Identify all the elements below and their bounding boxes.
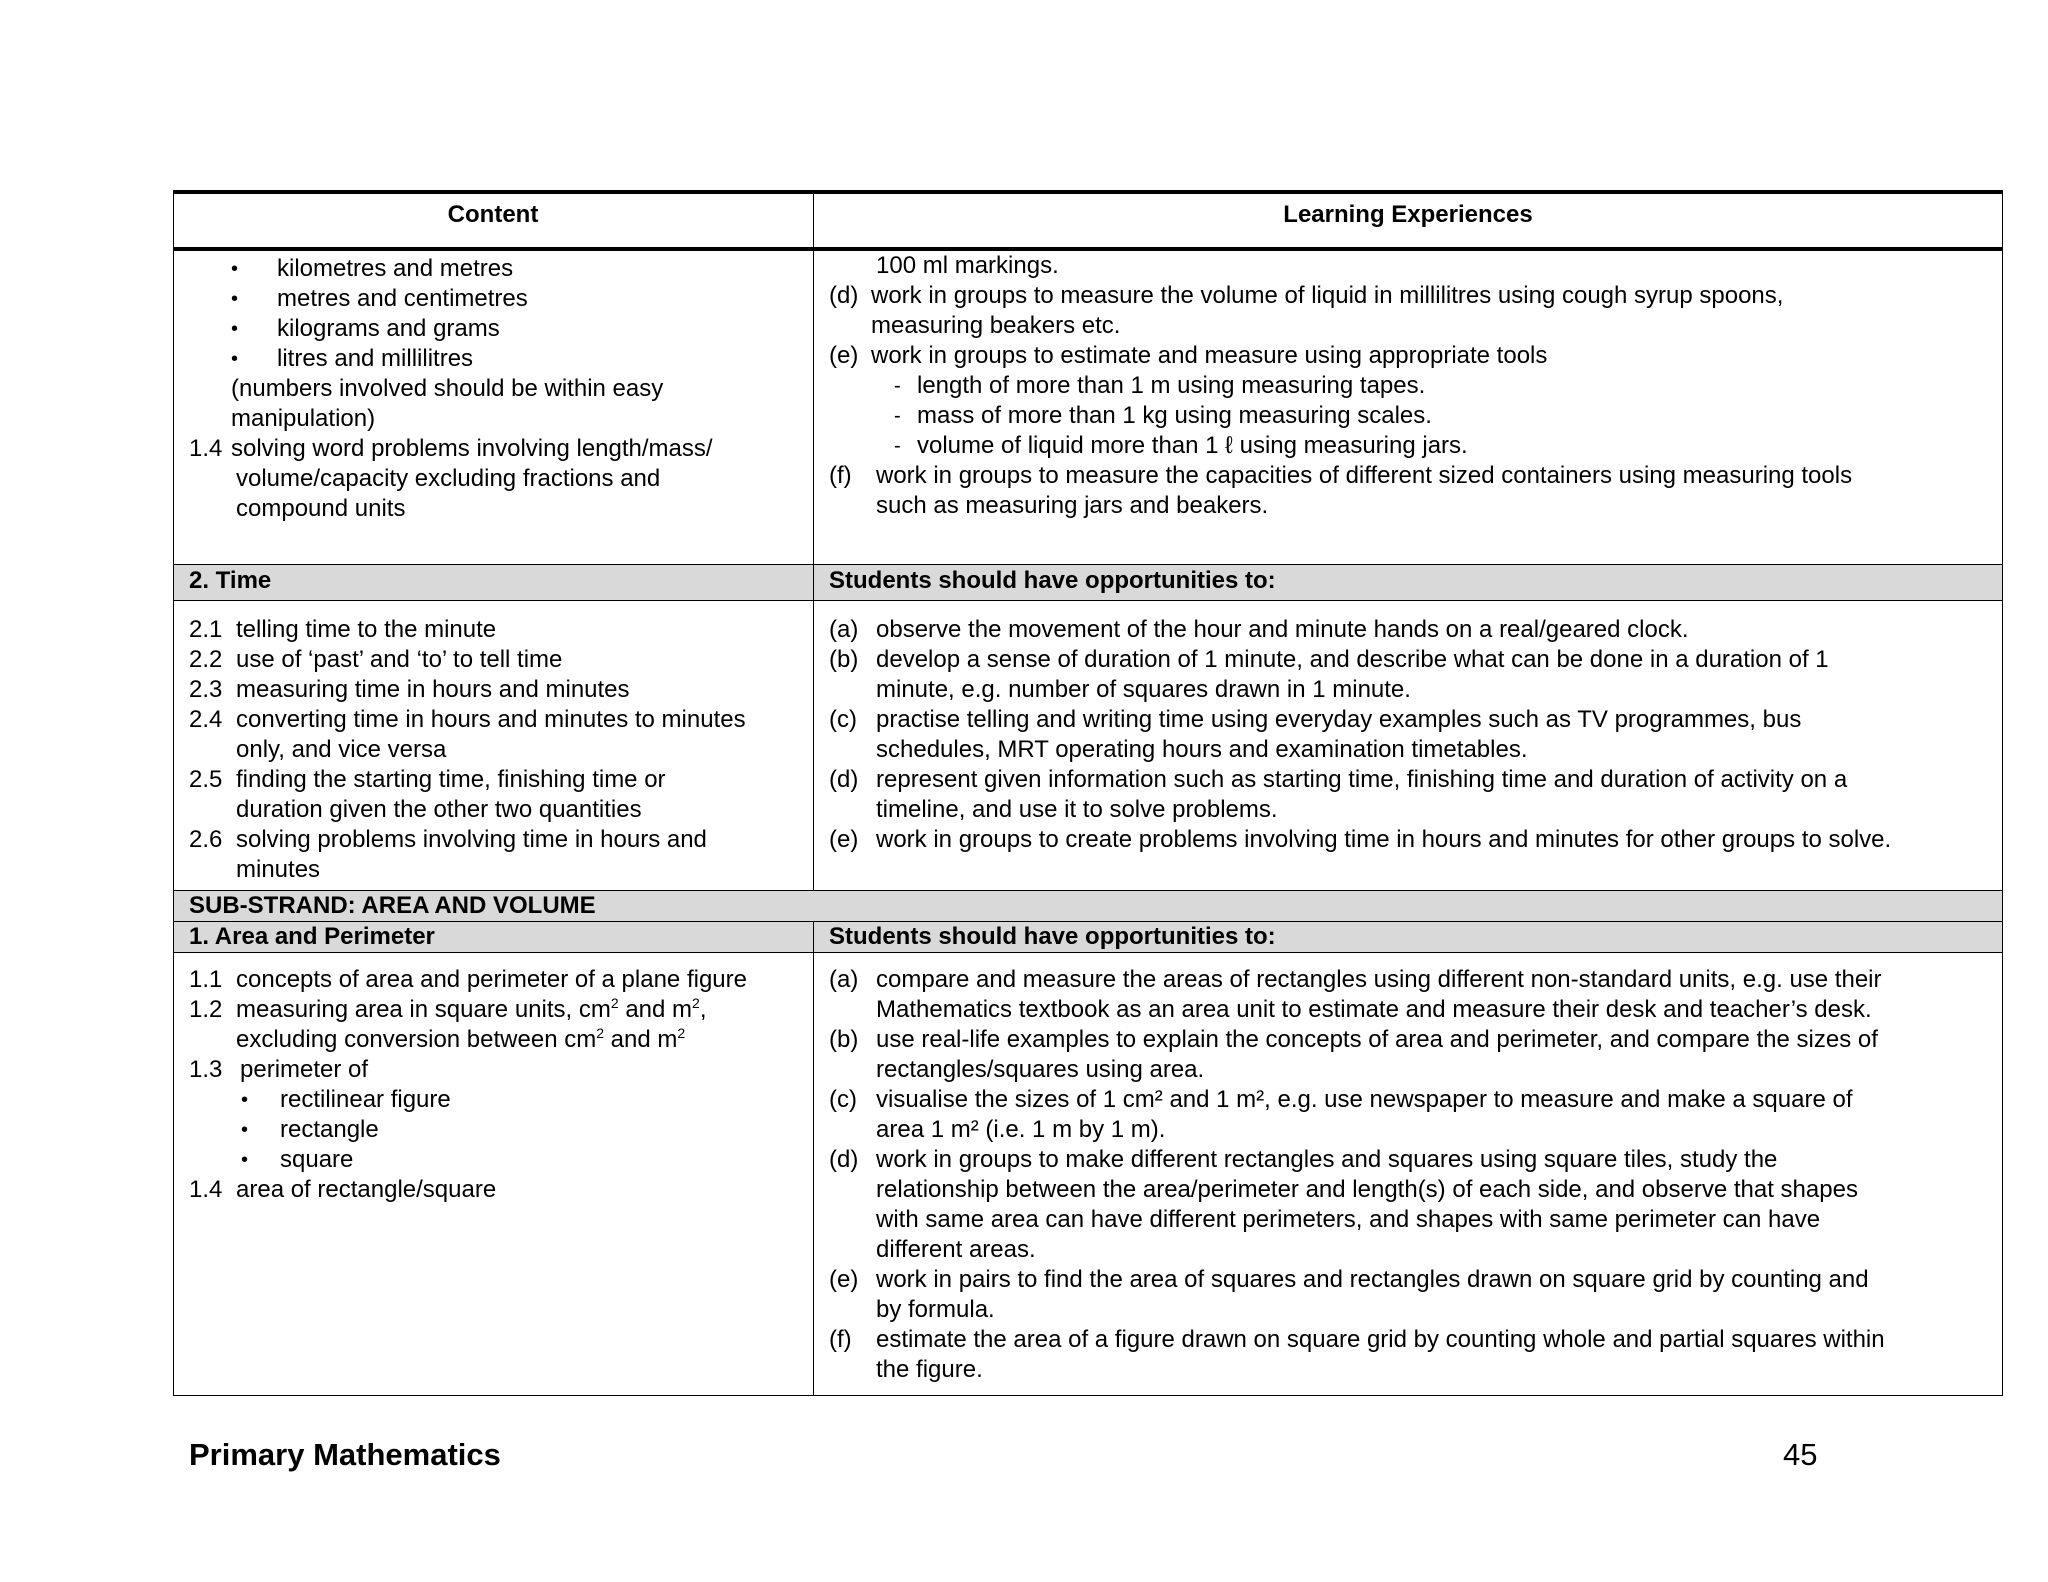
item-label: (e): [829, 826, 859, 853]
item-text: perimeter of: [240, 1056, 369, 1083]
item-text: telling time to the minute: [236, 616, 497, 643]
item-label: (f): [829, 462, 852, 489]
item-text: work in groups to measure the capacities of different sized containers using measuring tools: [876, 462, 1853, 489]
content-note: [173, 404, 813, 434]
time-learning-cell: [813, 615, 2003, 855]
item-text: kilograms and grams: [277, 315, 500, 342]
item-text: area of rectangle/square: [236, 1176, 497, 1203]
content-item: [173, 1055, 813, 1085]
list-item: [813, 281, 2003, 311]
row-rule: [173, 952, 2003, 953]
item-text: represent given information such as starting time, finishing time and duration of activity on a: [876, 766, 1848, 793]
item-text: concepts of area and perimeter of a plane figure: [236, 966, 747, 993]
list-item-continuation: [813, 1355, 2003, 1385]
list-item-continuation: [813, 735, 2003, 765]
item-label: 1.1: [189, 966, 223, 993]
bullet-glyph: •: [241, 1119, 249, 1141]
item-text: visualise the sizes of 1 cm² and 1 m², e.g. use newspaper to measure and make a square of: [876, 1086, 1853, 1113]
bullet-glyph: •: [231, 258, 239, 280]
dash-item: [813, 431, 2003, 461]
list-item: [173, 765, 813, 795]
item-text: volume/capacity excluding fractions and: [236, 465, 661, 492]
table-top-rule: [173, 190, 2003, 194]
item-text: metres and centimetres: [277, 285, 528, 312]
list-item-continuation: [813, 1175, 2003, 1205]
area-section-title: 1. Area and Perimeter: [189, 923, 435, 950]
item-label: 2.2: [189, 646, 223, 673]
superscript: 2: [677, 1025, 686, 1041]
item-text: measuring time in hours and minutes: [236, 676, 630, 703]
substrand-title: SUB-STRAND: AREA AND VOLUME: [189, 892, 596, 919]
list-item: [813, 965, 2003, 995]
list-item: [173, 615, 813, 645]
continuation-line: [813, 251, 2003, 281]
list-item: [813, 615, 2003, 645]
list-item-continuation: [813, 795, 2003, 825]
item-text: the figure.: [876, 1356, 983, 1383]
text-fragment: and m: [604, 1026, 678, 1053]
bullet-glyph: •: [231, 288, 239, 310]
item-text: minutes: [236, 856, 321, 883]
superscript: 2: [692, 995, 700, 1011]
item-label: (c): [829, 706, 857, 733]
item-label: 2.3: [189, 676, 223, 703]
list-item: [813, 765, 2003, 795]
list-item: [813, 1325, 2003, 1355]
content-item: [173, 434, 813, 464]
item-text: [236, 1025, 685, 1055]
item-text: develop a sense of duration of 1 minute, and describe what can be done in a duration of 1: [876, 646, 1829, 673]
bullet-item: [173, 1145, 813, 1175]
bullet-item: [173, 1085, 813, 1115]
item-text: with same area can have different perimeters, and shapes with same perimeter can have: [876, 1206, 1821, 1233]
content-item: [173, 995, 813, 1025]
item-text: compare and measure the areas of rectangles using different non-standard units, e.g. use their: [876, 966, 1882, 993]
content-line: [173, 1025, 813, 1055]
text-fragment: measuring area in square units, cm: [236, 996, 611, 1023]
item-label: (b): [829, 1026, 859, 1053]
list-item: [813, 491, 2003, 521]
item-label: 1.2: [189, 996, 223, 1023]
bullet-glyph: •: [231, 318, 239, 340]
content-column-header: Content: [447, 201, 539, 228]
item-label: (b): [829, 646, 859, 673]
text-fragment: and m: [618, 996, 693, 1023]
bullet-glyph: -: [894, 375, 901, 397]
item-label: (a): [829, 616, 859, 643]
item-text: length of more than 1 m using measuring tapes.: [917, 372, 1426, 399]
item-text: finding the starting time, finishing time or: [236, 766, 666, 793]
item-text: compound units: [236, 495, 406, 522]
item-text: work in groups to create problems involving time in hours and minutes for other groups to solve.: [876, 826, 1892, 853]
item-text: 100 ml markings.: [876, 252, 1059, 279]
curriculum-table: [173, 190, 2003, 1396]
item-label: (a): [829, 966, 859, 993]
list-item-continuation: [813, 1295, 2003, 1325]
item-label: (d): [829, 766, 859, 793]
content-item: [173, 464, 813, 494]
time-section-prompt: Students should have opportunities to:: [829, 567, 1276, 594]
item-text: timeline, and use it to solve problems.: [876, 796, 1278, 823]
item-label: (e): [829, 342, 859, 369]
item-text: schedules, MRT operating hours and examination timetables.: [876, 736, 1528, 763]
list-item-continuation: [173, 855, 813, 885]
time-content-cell: [173, 615, 813, 885]
top-content-cell: [173, 254, 813, 524]
bullet-item: [173, 254, 813, 284]
item-text: measuring beakers etc.: [871, 312, 1121, 339]
item-text: practise telling and writing time using everyday examples such as TV programmes, bus: [876, 706, 1802, 733]
item-label: 1.4: [189, 435, 223, 462]
area-content-cell: [173, 965, 813, 1205]
list-item-continuation: [813, 311, 2003, 341]
item-label: 1.3: [189, 1056, 223, 1083]
item-label: (f): [829, 1326, 852, 1353]
item-text: observe the movement of the hour and minute hands on a real/geared clock.: [876, 616, 1689, 643]
top-learning-cell: [813, 251, 2003, 521]
item-label: 2.5: [189, 766, 223, 793]
footer-title: Primary Mathematics: [189, 1437, 501, 1472]
item-text: use real-life examples to explain the concepts of area and perimeter, and compare the sizes of: [876, 1026, 1878, 1053]
item-text: only, and vice versa: [236, 736, 447, 763]
item-label: (e): [829, 1266, 859, 1293]
list-item: [173, 705, 813, 735]
item-label: (d): [829, 1146, 859, 1173]
item-text: different areas.: [876, 1236, 1036, 1263]
list-item-continuation: [173, 735, 813, 765]
item-text: rectangles/squares using area.: [876, 1056, 1205, 1083]
item-text: work in pairs to find the area of squares and rectangles drawn on square grid by counting and: [876, 1266, 1869, 1293]
list-item-continuation: [813, 1055, 2003, 1085]
list-item: [813, 1025, 2003, 1055]
list-item: [813, 1145, 2003, 1175]
list-item: [813, 705, 2003, 735]
list-item: [813, 461, 2003, 491]
bullet-glyph: -: [894, 435, 901, 457]
content-item: [173, 965, 813, 995]
area-bullet-list: [173, 1085, 813, 1175]
bullet-item: [173, 1115, 813, 1145]
bullet-glyph: -: [894, 405, 901, 427]
list-item-continuation: [813, 1115, 2003, 1145]
list-item-continuation: [173, 795, 813, 825]
bullet-item: [173, 314, 813, 344]
item-text: (numbers involved should be within easy: [231, 375, 664, 402]
list-item-continuation: [813, 1235, 2003, 1265]
item-text: work in groups to measure the volume of liquid in millilitres using cough syrup spoons,: [871, 282, 1784, 309]
bullet-item: [173, 284, 813, 314]
item-label: (d): [829, 282, 859, 309]
list-item-continuation: [813, 1205, 2003, 1235]
item-text: duration given the other two quantities: [236, 796, 642, 823]
item-text: work in groups to estimate and measure using appropriate tools: [871, 342, 1548, 369]
item-text: use of ‘past’ and ‘to’ to tell time: [236, 646, 563, 673]
item-text: work in groups to make different rectangles and squares using square tiles, study the: [876, 1146, 1778, 1173]
bullet-glyph: •: [241, 1089, 249, 1111]
item-text: volume of liquid more than 1 ℓ using measuring jars.: [917, 432, 1468, 459]
dash-item: [813, 371, 2003, 401]
page-number: 45: [1783, 1437, 1818, 1472]
item-text: [236, 995, 707, 1025]
item-text: relationship between the area/perimeter and length(s) of each side, and observe that shapes: [876, 1176, 1858, 1203]
list-item: [813, 341, 2003, 371]
item-text: such as measuring jars and beakers.: [876, 492, 1269, 519]
item-text: rectangle: [280, 1116, 379, 1143]
list-item: [173, 825, 813, 855]
superscript: 2: [596, 1025, 604, 1041]
item-text: mass of more than 1 kg using measuring scales.: [917, 402, 1432, 429]
item-label: 2.6: [189, 826, 223, 853]
item-text: Mathematics textbook as an area unit to estimate and measure their desk and teacher’s desk.: [876, 996, 1872, 1023]
item-text: litres and millilitres: [277, 345, 474, 372]
text-fragment: excluding conversion between cm: [236, 1026, 597, 1053]
learning-column-header: Learning Experiences: [1283, 201, 1533, 228]
item-label: 2.1: [189, 616, 223, 643]
list-item: [813, 645, 2003, 675]
list-item: [813, 1085, 2003, 1115]
bullet-glyph: •: [241, 1149, 249, 1171]
area-section-prompt: Students should have opportunities to:: [829, 923, 1276, 950]
row-rule: [173, 564, 2003, 565]
item-text: estimate the area of a figure drawn on square grid by counting whole and partial squares within: [876, 1326, 1885, 1353]
item-label: 1.4: [189, 1176, 223, 1203]
item-text: square: [280, 1146, 354, 1173]
item-text: manipulation): [231, 405, 376, 432]
content-item: [173, 1175, 813, 1205]
item-text: solving problems involving time in hours and: [236, 826, 707, 853]
list-item: [813, 1265, 2003, 1295]
row-rule: [173, 600, 2003, 601]
dash-item: [813, 401, 2003, 431]
item-text: converting time in hours and minutes to minutes: [236, 706, 746, 733]
item-label: 2.4: [189, 706, 223, 733]
item-text: area 1 m² (i.e. 1 m by 1 m).: [876, 1116, 1166, 1143]
content-item: [173, 494, 813, 524]
item-text: minute, e.g. number of squares drawn in 1 minute.: [876, 676, 1411, 703]
bullet-glyph: •: [231, 348, 239, 370]
time-section-title: 2. Time: [189, 567, 272, 594]
list-item: [813, 825, 2003, 855]
item-text: rectilinear figure: [280, 1086, 451, 1113]
text-fragment: ,: [699, 996, 707, 1023]
list-item: [173, 675, 813, 705]
item-label: (c): [829, 1086, 857, 1113]
item-text: by formula.: [876, 1296, 995, 1323]
list-item-continuation: [813, 675, 2003, 705]
item-text: kilometres and metres: [277, 255, 514, 282]
area-learning-cell: [813, 965, 2003, 1385]
item-text: solving word problems involving length/mass/: [231, 435, 713, 462]
list-item-continuation: [813, 995, 2003, 1025]
bullet-item: [173, 344, 813, 374]
list-item: [173, 645, 813, 675]
superscript: 2: [610, 995, 619, 1011]
content-note: [173, 374, 813, 404]
